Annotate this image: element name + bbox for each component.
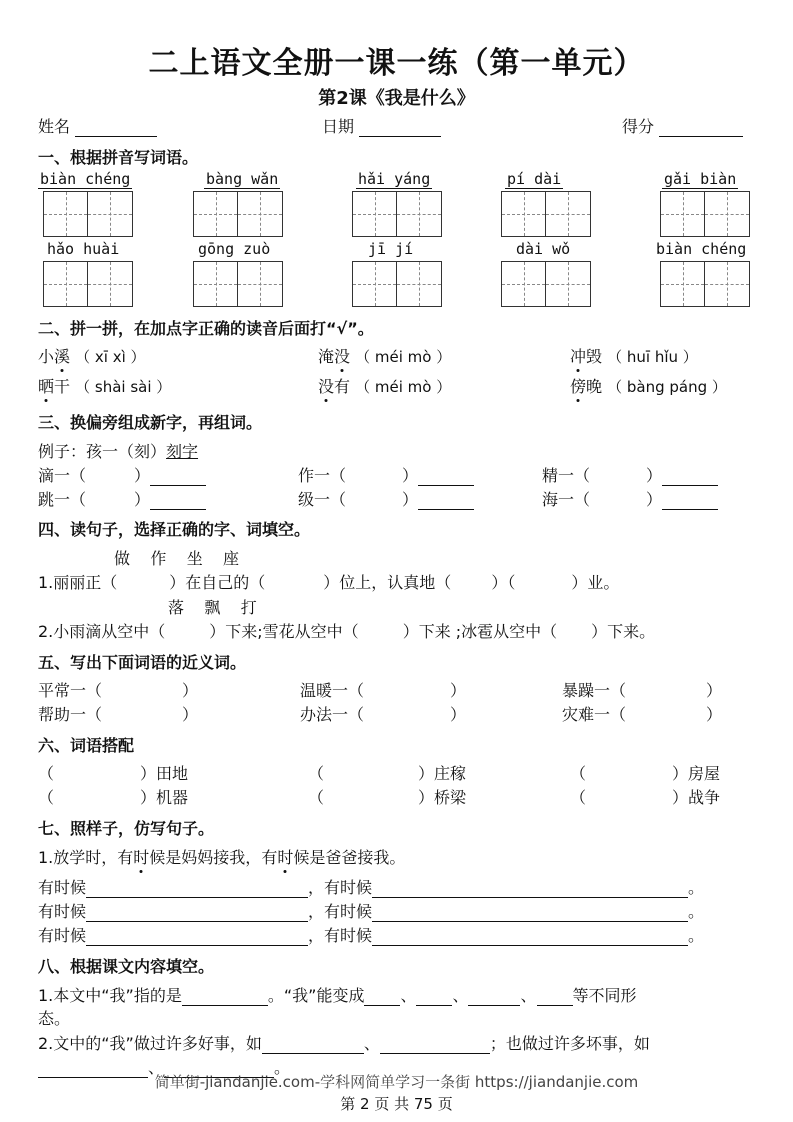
reading-item: 傍晚 （ bàng páng ）	[570, 374, 727, 397]
section6-heading: 六、词语搭配	[38, 736, 135, 755]
answer-blank[interactable]	[86, 929, 308, 946]
section3-heading: 三、换偏旁组成新字，再组词。	[38, 413, 263, 432]
radical-item: 级一（ ）	[298, 487, 474, 510]
match-item: （ ）桥梁	[308, 788, 467, 807]
score-blank[interactable]	[659, 120, 743, 137]
synonym-item: 帮助一（ ）	[38, 705, 199, 724]
dotted-char: 溪	[54, 344, 70, 367]
reading-options[interactable]: （ méi mò ）	[355, 378, 452, 396]
content-question-2-cont: 、 。	[38, 1055, 290, 1078]
content-question-1-cont: 态。	[38, 1009, 71, 1028]
answer-blank[interactable]	[662, 469, 718, 486]
word-options: 做 作 坐 座	[114, 549, 240, 568]
writing-grid[interactable]	[43, 261, 133, 307]
reading-options[interactable]: （ bàng páng ）	[607, 378, 727, 396]
reading-item: 晒干 （ shài sài ）	[38, 374, 171, 397]
answer-blank[interactable]	[418, 493, 474, 510]
answer-blank[interactable]	[364, 989, 400, 1006]
pinyin-label: jī jí	[368, 240, 414, 258]
match-item: （ ）庄稼	[308, 764, 467, 783]
reading-item: 淹没 （ méi mò ）	[318, 344, 451, 367]
writing-grid[interactable]	[352, 191, 442, 237]
writing-grid[interactable]	[660, 191, 750, 237]
match-item: （ ）战争	[570, 788, 721, 807]
radical-item: 滴一（ ）	[38, 463, 206, 486]
pinyin-label: pí dài	[507, 170, 562, 188]
writing-grid[interactable]	[193, 261, 283, 307]
answer-blank[interactable]	[468, 989, 520, 1006]
section5-heading: 五、写出下面词语的近义词。	[38, 653, 247, 672]
synonym-item: 平常一（ ）	[38, 681, 199, 700]
answer-blank[interactable]	[662, 493, 718, 510]
name-blank[interactable]	[75, 120, 157, 137]
writing-grid[interactable]	[501, 261, 591, 307]
content-question-1: 1.本文中“我”指的是 。“我”能变成 、 、 、 等不同形	[38, 986, 637, 1005]
radical-item: 跳一（ ）	[38, 487, 206, 510]
section1-heading: 一、根据拼音写词语。	[38, 148, 199, 167]
section4-heading: 四、读句子，选择正确的字、词填空。	[38, 520, 311, 539]
dotted-char: 晒	[38, 374, 54, 397]
pinyin-label: bàng wǎn	[206, 170, 279, 188]
answer-blank[interactable]	[150, 493, 206, 510]
pinyin-label: gǎi biàn	[664, 170, 737, 188]
page-number: 第 2 页 共 75 页	[340, 1095, 453, 1113]
reading-options[interactable]: （ huī hǐu ）	[607, 348, 698, 366]
synonym-item: 暴躁一（ ）	[562, 681, 723, 700]
pinyin-label: biàn chéng	[656, 240, 747, 258]
answer-blank[interactable]	[86, 881, 308, 898]
dotted-text: 有时候	[261, 845, 309, 868]
reading-options[interactable]: （ méi mò ）	[355, 348, 452, 366]
pinyin-label: hǎo huài	[47, 240, 120, 258]
date-blank[interactable]	[359, 120, 441, 137]
date-field	[322, 114, 441, 137]
answer-blank[interactable]	[537, 989, 573, 1006]
reading-item: 没有 （ méi mò ）	[318, 374, 451, 397]
match-item: （ ）田地	[38, 764, 189, 783]
writing-grid[interactable]	[660, 261, 750, 307]
page-title: 二上语文全册一课一练（第一单元）	[148, 46, 645, 81]
word-options: 落 飘 打	[168, 598, 257, 617]
pinyin-label: dài wǒ	[516, 240, 571, 258]
answer-blank[interactable]	[416, 989, 452, 1006]
date-label: 日期	[322, 117, 355, 136]
example-answer: 刻字	[166, 442, 199, 461]
content-question-2: 2.文中的“我”做过许多好事，如 、 ；也做过许多坏事，如	[38, 1034, 650, 1053]
dotted-char: 没	[334, 344, 350, 367]
section8-heading: 八、根据课文内容填空。	[38, 957, 215, 976]
answer-blank[interactable]	[418, 469, 474, 486]
score-label: 得分	[622, 117, 655, 136]
answer-blank[interactable]	[372, 881, 688, 898]
fill-sentence: 1.丽丽正（ ）在自己的（ ）位上，认真地（ ）（ ）业。	[38, 573, 620, 592]
dotted-char: 没	[318, 374, 334, 397]
radical-item: 作一（ ）	[298, 463, 474, 486]
radical-item: 精一（ ）	[542, 463, 718, 486]
section7-heading: 七、照样子，仿写句子。	[38, 819, 215, 838]
answer-blank[interactable]	[372, 929, 688, 946]
pinyin-label: biàn chéng	[40, 170, 131, 188]
pinyin-label: gōng zuò	[198, 240, 271, 258]
example-line: 例子：孩一（刻）刻字	[38, 442, 199, 461]
reading-item: 冲毁 （ huī hǐu ）	[570, 344, 698, 367]
dotted-char: 傍	[570, 374, 586, 397]
synonym-item: 办法一（ ）	[300, 705, 467, 724]
name-field	[38, 114, 157, 137]
score-field	[622, 114, 743, 137]
watermark-text: 简单街-jiandanjie.com-学科网简单学习一条街 https://jiandanjie.com	[154, 1073, 639, 1091]
section2-heading: 二、拼一拼，在加点字正确的读音后面打“√”。	[38, 319, 374, 338]
radical-item: 海一（ ）	[542, 487, 718, 510]
pinyin-label: hǎi yáng	[358, 170, 431, 188]
writing-grid[interactable]	[43, 191, 133, 237]
answer-blank[interactable]	[262, 1037, 364, 1054]
reading-item: 小溪 （ xī xì ）	[38, 344, 146, 367]
lesson-subtitle: 第2课《我是什么》	[318, 88, 475, 109]
imitate-row: 有时候 ，有时候 。	[38, 926, 705, 945]
synonym-item: 温暖一（ ）	[300, 681, 467, 700]
fill-sentence: 2.小雨滴从空中（ ）下来;雪花从空中（ ）下来 ;冰雹从空中（ ）下来。	[38, 622, 656, 641]
answer-blank[interactable]	[182, 989, 268, 1006]
reading-options[interactable]: （ shài sài ）	[75, 378, 172, 396]
synonym-item: 灾难一（ ）	[562, 705, 723, 724]
name-label: 姓名	[38, 117, 71, 136]
answer-blank[interactable]	[372, 905, 688, 922]
answer-blank[interactable]	[380, 1037, 490, 1054]
imitate-row: 有时候 ，有时候 。	[38, 878, 705, 897]
imitate-row: 有时候 ，有时候 。	[38, 902, 705, 921]
writing-grid[interactable]	[501, 191, 591, 237]
answer-blank[interactable]	[150, 469, 206, 486]
match-item: （ ）机器	[38, 788, 189, 807]
dotted-char: 冲	[570, 344, 586, 367]
match-item: （ ）房屋	[570, 764, 721, 783]
writing-grid[interactable]	[193, 191, 283, 237]
answer-blank[interactable]	[86, 905, 308, 922]
dotted-text: 有时候	[117, 845, 165, 868]
reading-options[interactable]: （ xī xì ）	[75, 348, 146, 366]
writing-grid[interactable]	[352, 261, 442, 307]
example-sentence: 1.放学时，有时候是妈妈接我，有时候是爸爸接我。	[38, 845, 405, 868]
